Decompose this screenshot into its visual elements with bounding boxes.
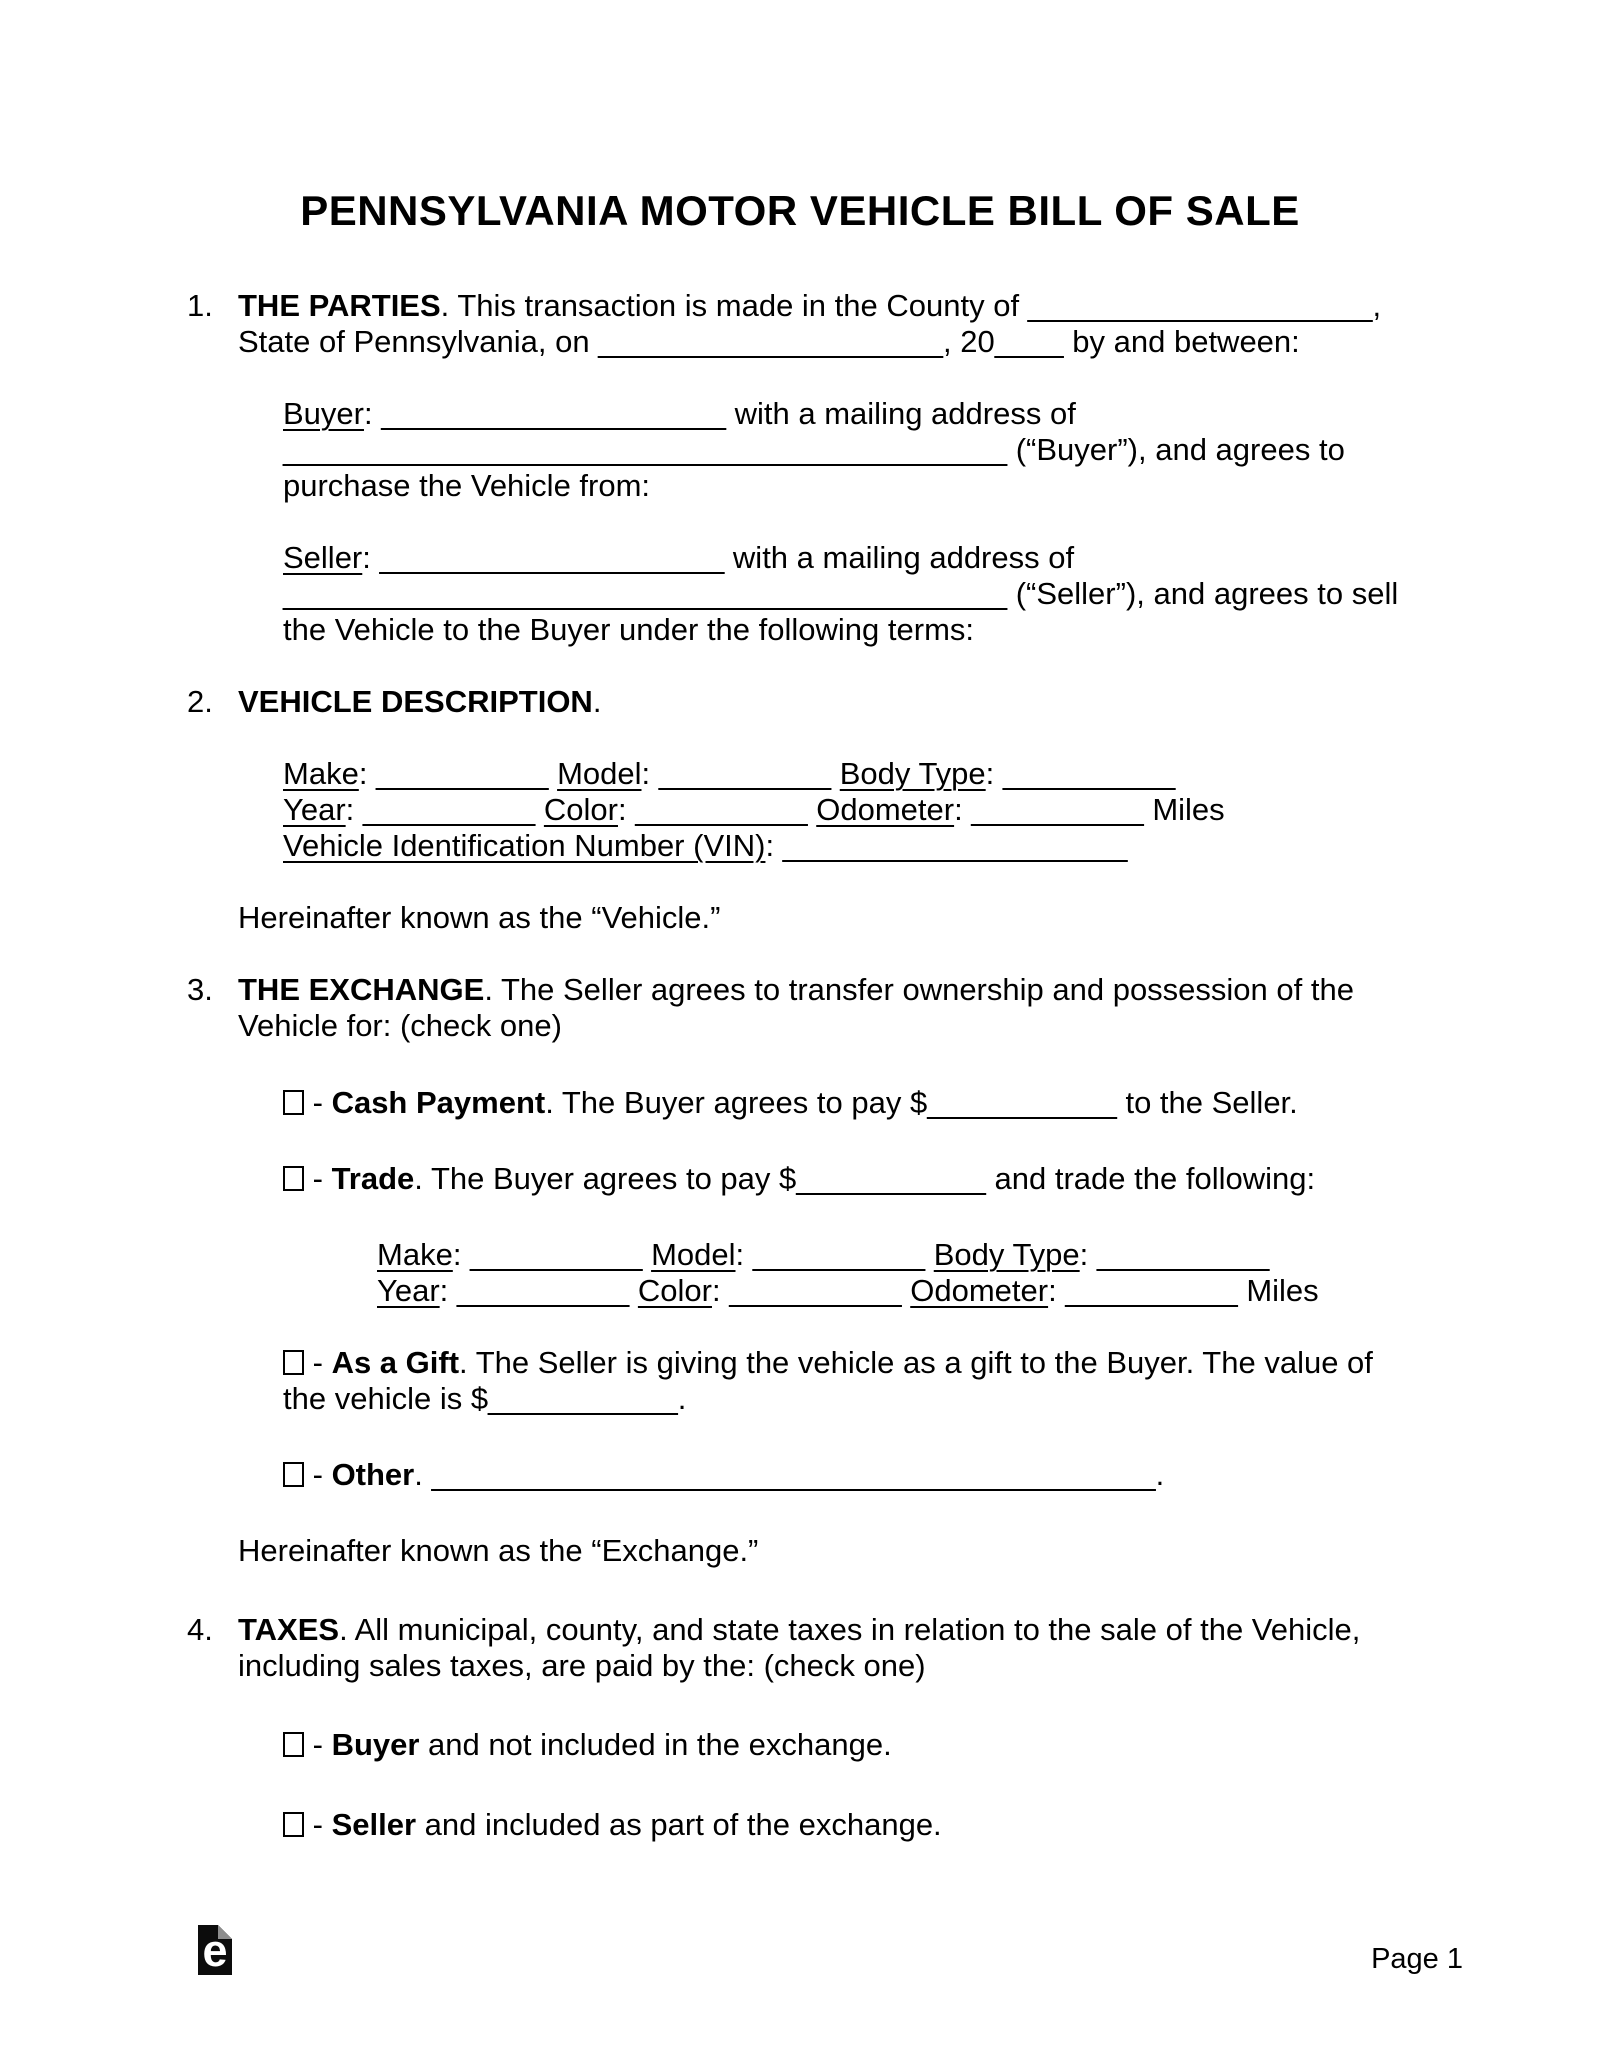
vin-blank: : ____________________ [765,828,1128,863]
trade-make-label: Make [377,1237,453,1272]
other-blank: . __________________________________________. [414,1457,1165,1492]
miles-suffix: Miles [1152,792,1225,827]
gift-option [283,1345,1600,1417]
exchange-line-2: Vehicle for: (check one) [238,1008,562,1043]
taxes-line-2: including sales taxes, are paid by the: (check one) [238,1648,926,1683]
trade-year-blank: : __________ [439,1273,638,1308]
gift-row-2: the vehicle is $___________. [283,1381,687,1416]
year-label: Year [283,792,346,827]
seller-name-blank: : ____________________ with a mailing address of [362,540,1075,575]
section-vehicle-number: 2. [187,684,213,719]
section-exchange-number: 3. [187,972,213,1007]
section-exchange-heading: THE EXCHANGE [238,972,485,1007]
odometer-blank: : __________ [954,792,1153,827]
parties-line-1 [238,288,1600,324]
section-taxes [187,1612,1600,1684]
seller-paragraph [283,540,1600,648]
trade-odometer-label: Odometer [910,1273,1049,1308]
taxes-seller-checkbox[interactable] [283,1812,304,1837]
gift-checkbox[interactable] [283,1350,304,1375]
vin-label: Vehicle Identification Number (VIN) [283,828,766,863]
gift-label: As a Gift [331,1345,460,1380]
other-row: - Other. __________________________________________. [283,1457,1600,1493]
cash-amount-blank: . The Buyer agrees to pay $___________ to the Seller. [545,1085,1298,1120]
color-label: Color [543,792,618,827]
buyer-label: Buyer [283,396,364,431]
taxes-seller-row: - Seller and included as part of the exchange. [283,1807,1600,1843]
vehicle-row-2 [283,792,1600,828]
trade-label: Trade [331,1161,415,1196]
seller-name-line [283,540,1600,576]
color-blank: : __________ [617,792,817,827]
taxes-buyer-checkbox[interactable] [283,1732,304,1757]
trade-row: - Trade. The Buyer agrees to pay $___________ and trade the following: [283,1161,1600,1197]
buyer-name-line [283,396,1600,432]
trade-color-label: Color [637,1273,712,1308]
make-blank: : __________ [358,756,558,791]
other-checkbox[interactable] [283,1462,304,1487]
section-vehicle-heading: VEHICLE DESCRIPTION [238,684,593,719]
trade-model-blank: : __________ [735,1237,934,1272]
parties-line-2: State of Pennsylvania, on ____________________, 20____ by and between: [238,324,1300,359]
other-option [283,1457,1600,1493]
trade-body-type-label: Body Type [933,1237,1080,1272]
buyer-name-blank: : ____________________ with a mailing address of [363,396,1076,431]
hereinafter-vehicle: Hereinafter known as the “Vehicle.” [238,900,721,935]
buyer-closing-line: purchase the Vehicle from: [283,468,651,503]
buyer-address-line: __________________________________________ (“Buyer”), and agrees to [283,432,1345,467]
make-label: Make [283,756,359,791]
taxes-seller-option [283,1807,1600,1843]
year-blank: : __________ [345,792,544,827]
trade-make-blank: : __________ [452,1237,652,1272]
trade-vehicle-row-1 [377,1237,1600,1273]
model-label: Model [557,756,642,791]
trade-option [283,1161,1600,1197]
section-parties-number: 1. [187,288,213,323]
cash-payment-checkbox[interactable] [283,1090,304,1115]
page-title: PENNSYLVANIA MOTOR VEHICLE BILL OF SALE [300,187,1300,234]
trade-body-type-blank: : __________ [1079,1237,1270,1272]
cash-payment-row: - Cash Payment. The Buyer agrees to pay $___________ to the Seller. [283,1085,1600,1121]
vehicle-fields [283,756,1600,864]
taxes-buyer-label: Buyer [331,1727,420,1762]
exchange-line-1: THE EXCHANGE. The Seller agrees to transfer ownership and possession of the [238,972,1354,1007]
trade-odometer-blank: : __________ [1048,1273,1247,1308]
eforms-logo [198,1925,232,1975]
trade-vehicle-row-2 [377,1273,1600,1309]
body-type-blank: : __________ [985,756,1176,791]
other-label: Other [331,1457,415,1492]
trade-checkbox[interactable] [283,1166,304,1191]
buyer-paragraph [283,396,1600,504]
odometer-label: Odometer [816,792,955,827]
section-parties-heading: THE PARTIES [238,288,441,323]
seller-closing-line: the Vehicle to the Buyer under the following terms: [283,612,975,647]
trade-model-label: Model [651,1237,736,1272]
county-blank-line: . This transaction is made in the County of ____________________, [440,288,1382,323]
section-vehicle-description [187,684,1600,720]
taxes-buyer-option [283,1727,1600,1763]
cash-payment-option [283,1085,1600,1121]
page-number: Page 1 [1371,1943,1463,1975]
model-blank: : __________ [641,756,840,791]
vehicle-description-heading-line: VEHICLE DESCRIPTION. [238,684,602,719]
hereinafter-exchange: Hereinafter known as the “Exchange.” [238,1533,759,1568]
taxes-buyer-row: - Buyer and not included in the exchange. [283,1727,1600,1763]
vehicle-row-1 [283,756,1600,792]
taxes-line-1: TAXES. All municipal, county, and state taxes in relation to the sale of the Vehicle, [238,1612,1361,1647]
trade-amount-blank: . The Buyer agrees to pay $___________ and trade the following: [414,1161,1316,1196]
trade-miles-suffix: Miles [1246,1273,1319,1308]
section-parties [187,288,1600,360]
trade-year-label: Year [377,1273,440,1308]
section-taxes-number: 4. [187,1612,213,1647]
eforms-logo-letter: e [202,1925,228,1976]
body-type-label: Body Type [839,756,986,791]
section-taxes-heading: TAXES [238,1612,340,1647]
vehicle-row-vin [283,828,1600,864]
taxes-seller-label: Seller [331,1807,417,1842]
seller-label: Seller [283,540,363,575]
cash-payment-label: Cash Payment [331,1085,546,1120]
trade-vehicle-fields [377,1237,1600,1309]
trade-color-blank: : __________ [711,1273,911,1308]
section-exchange [187,972,1600,1044]
gift-row-1: - As a Gift. The Seller is giving the vehicle as a gift to the Buyer. The value of [283,1345,1600,1381]
seller-address-line: __________________________________________ (“Seller”), and agrees to sell [283,576,1399,611]
